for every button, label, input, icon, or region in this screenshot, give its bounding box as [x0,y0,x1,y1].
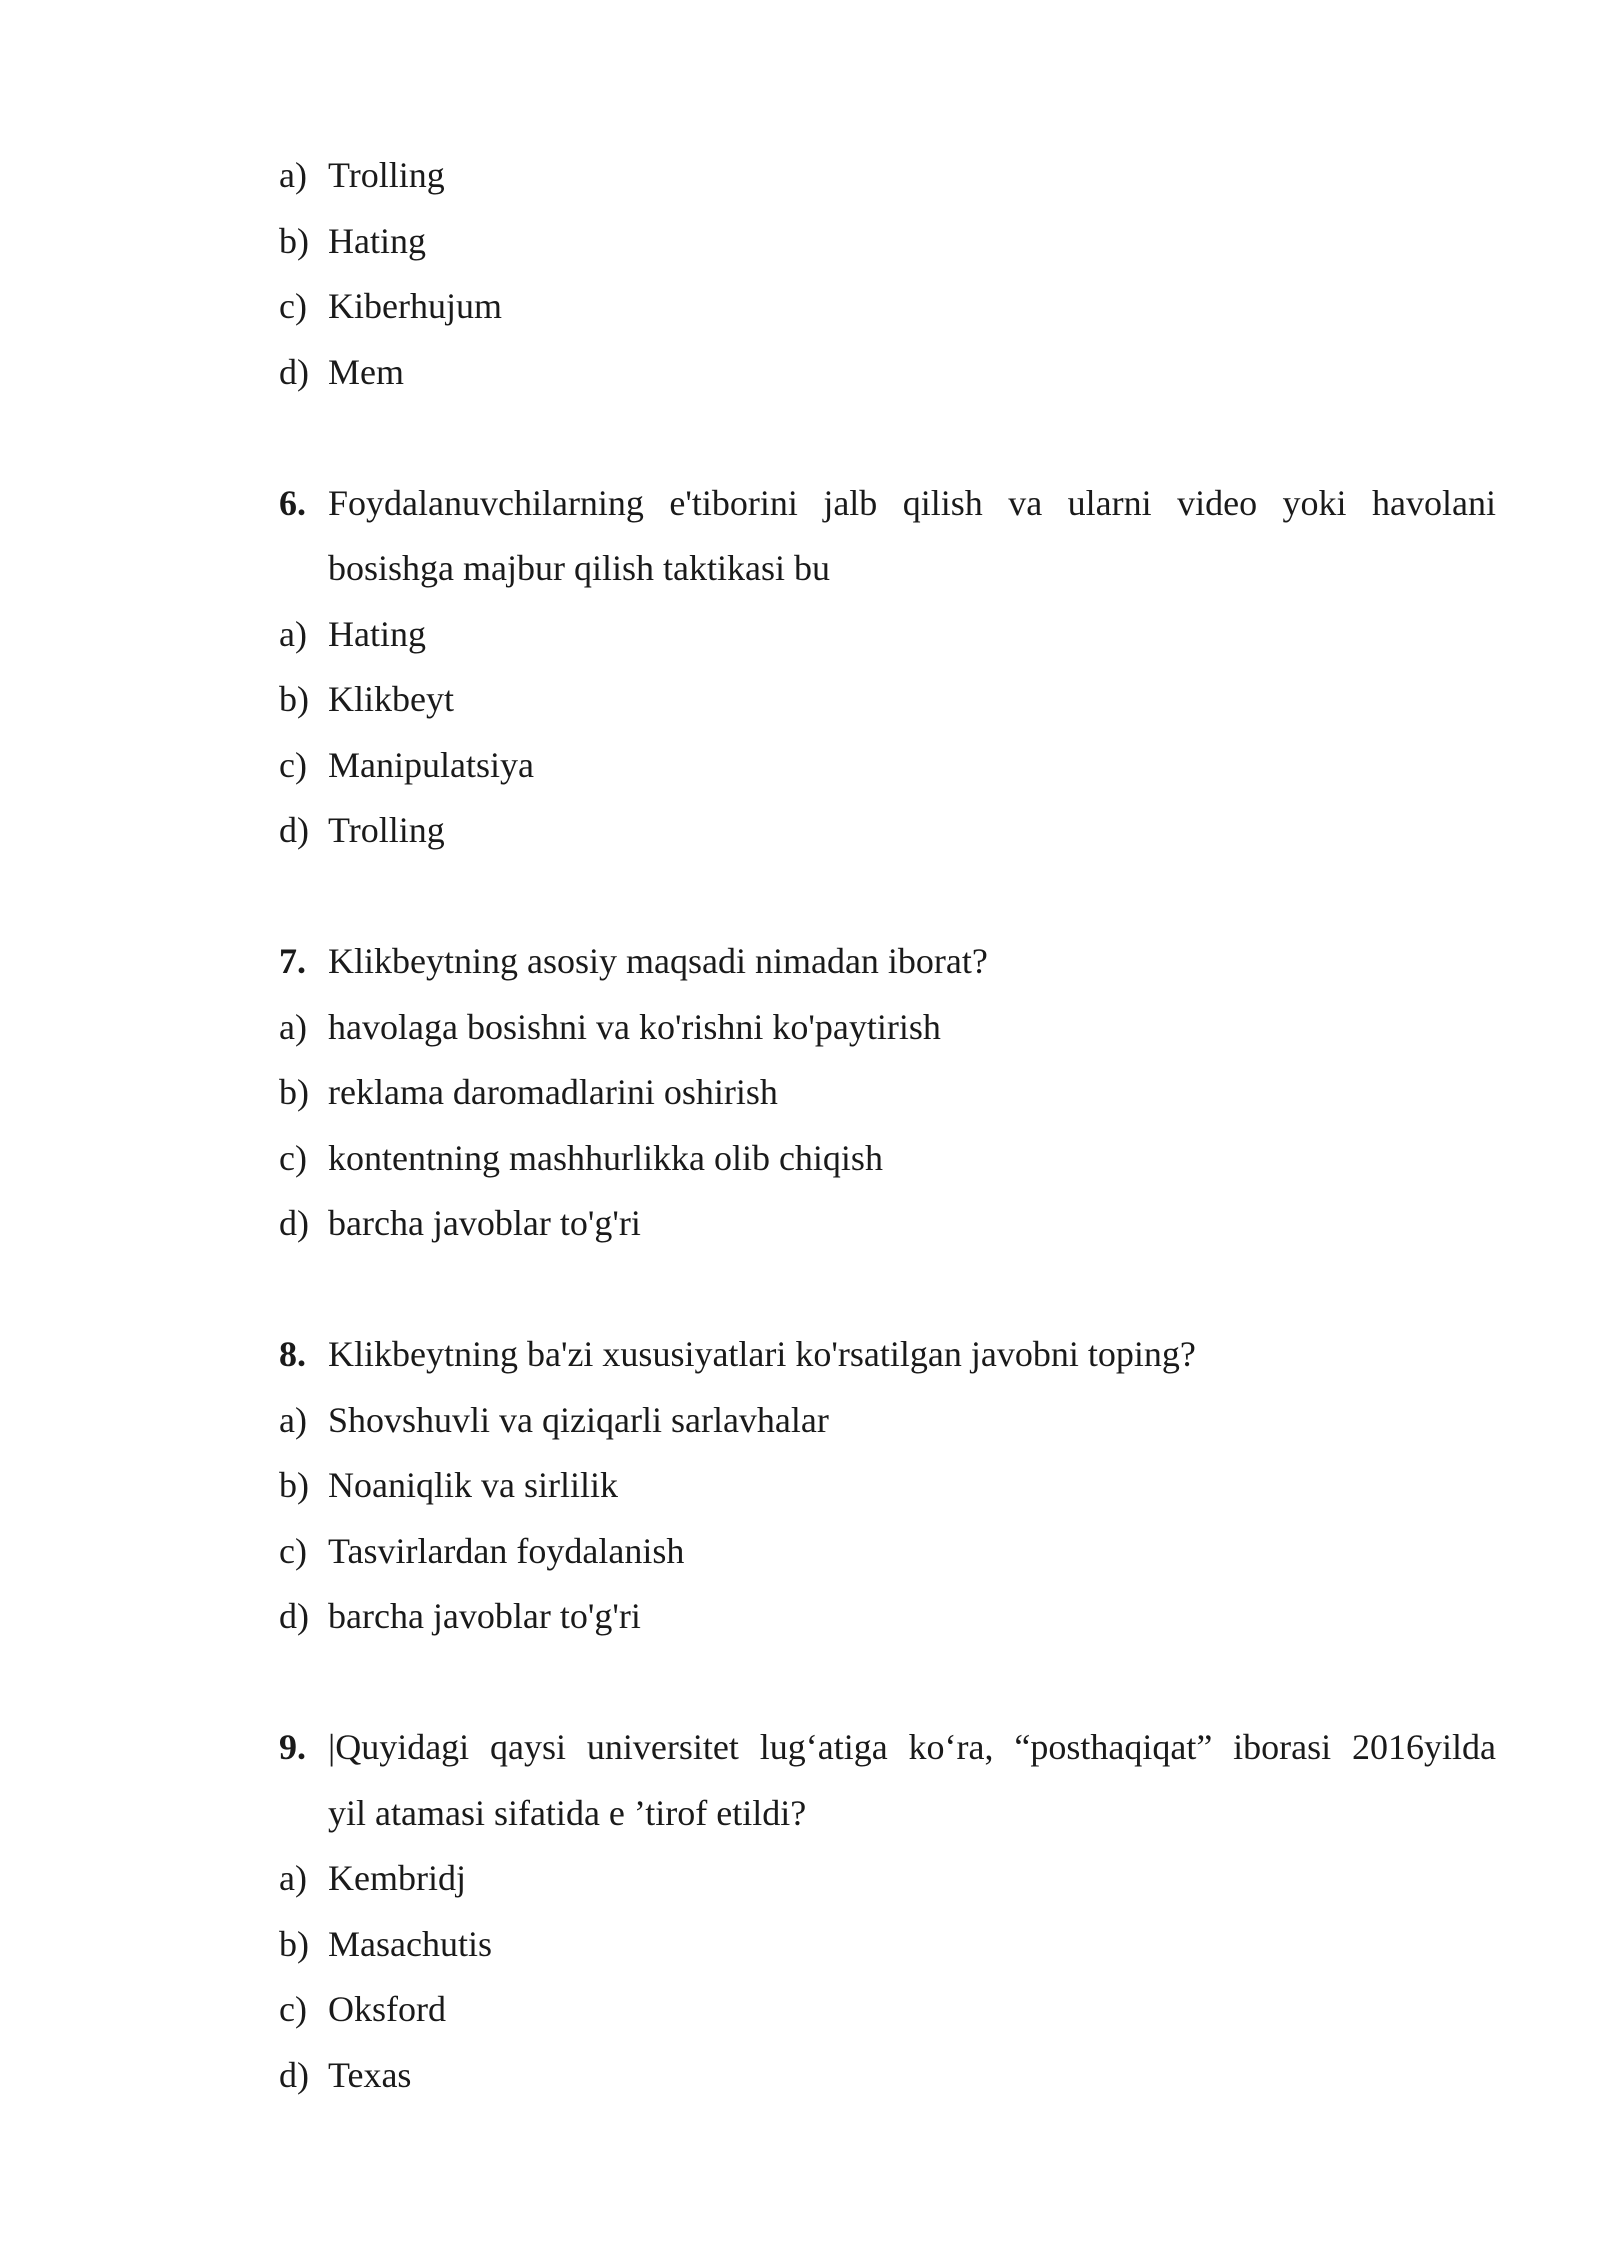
question-number: 8. [279,1334,306,1374]
word: qaysi [490,1727,567,1767]
option [279,611,1496,677]
option-marker: c) [279,1989,307,2029]
option [279,283,1496,349]
word: e'tiborini [669,482,798,523]
word: 2016yilda [1352,1727,1496,1767]
option [279,1069,1496,1135]
option-text: havolaga bosishni va ko'rishni ko'paytirish [328,1006,941,1047]
option-text: kontentning mashhurlikka olib chiqish [328,1137,883,1178]
question-text: Klikbeytning ba'zi xususiyatlari ko'rsatilgan javobni toping? [328,1334,1196,1374]
option-marker: a) [279,613,307,654]
word: jalb [823,482,878,523]
option-text: Trolling [328,810,445,850]
question-8 [279,1331,1496,1659]
continued-options [279,152,1496,414]
question-line [279,545,1496,611]
option-text: Klikbeyt [328,679,454,719]
option-marker: c) [279,744,307,785]
option-marker: a) [279,1399,307,1440]
option [279,1004,1496,1070]
question-text: yil atamasi sifatida e ’tirof etildi? [328,1792,807,1833]
word: va [1008,482,1043,523]
question-7 [279,938,1496,1266]
option [279,676,1496,742]
option [279,152,1496,218]
option-marker: a) [279,155,307,195]
option-text: Texas [328,2054,412,2095]
question-number: 7. [279,941,306,981]
option-text: Hating [328,220,426,261]
word: universitet [586,1727,739,1767]
option-marker: c) [279,1530,307,1571]
question-number: 9. [279,1727,306,1767]
question-line [279,1331,1496,1397]
option-text: barcha javoblar to'g'ri [328,1596,641,1636]
option [279,1397,1496,1463]
option [279,218,1496,284]
option-text: Masachutis [328,1923,492,1964]
option-marker: c) [279,1137,307,1178]
word: ularni [1067,482,1152,523]
option-marker: b) [279,1465,309,1505]
option [279,1593,1496,1659]
option-text: Kembridj [328,1858,466,1898]
option-marker: b) [279,220,309,261]
option [279,1200,1496,1266]
option [279,1135,1496,1201]
word: video [1177,482,1258,523]
word: Foydalanuvchilarning [328,482,644,523]
option-text: Shovshuvli va qiziqarli sarlavhalar [328,1399,829,1440]
word: qilish [902,482,983,523]
word: yoki [1282,482,1347,523]
word: |Quyidagi [328,1727,470,1767]
option-marker: b) [279,679,309,719]
option-text: barcha javoblar to'g'ri [328,1203,641,1243]
question-6 [279,480,1496,873]
option [279,1986,1496,2052]
word: havolani [1372,482,1496,523]
option-marker: b) [279,1072,309,1112]
word: iborasi [1233,1727,1332,1767]
word: ko‘ra, [908,1727,994,1767]
option [279,349,1496,415]
option [279,742,1496,808]
option-text: Oksford [328,1989,446,2029]
question-text [328,480,1496,526]
option-marker: a) [279,1006,307,1047]
option-marker: a) [279,1858,307,1898]
question-line [279,480,1496,546]
option [279,1528,1496,1594]
option [279,1921,1496,1987]
option [279,1855,1496,1921]
option-marker: d) [279,351,309,392]
option-text: Hating [328,613,426,654]
question-text: Klikbeytning asosiy maqsadi nimadan iborat? [328,941,988,981]
question-line [279,1724,1496,1790]
option [279,2052,1496,2118]
option-marker: b) [279,1923,309,1964]
question-text: bosishga majbur qilish taktikasi bu [328,548,830,588]
option-marker: d) [279,2054,309,2095]
option [279,1462,1496,1528]
question-line [279,1790,1496,1856]
word: lug‘atiga [759,1727,888,1767]
word: “posthaqiqat” [1014,1727,1213,1767]
option-marker: c) [279,286,307,326]
option-text: reklama daromadlarini oshirish [328,1072,778,1112]
question-line [279,938,1496,1004]
option-text: Mem [328,351,404,392]
document-page [279,152,1496,2117]
option-text: Manipulatsiya [328,744,534,785]
question-number: 6. [279,482,306,523]
question-9 [279,1724,1496,2117]
option-marker: d) [279,1596,309,1636]
option-marker: d) [279,1203,309,1243]
option-text: Noaniqlik va sirlilik [328,1465,618,1505]
option-marker: d) [279,810,309,850]
option [279,807,1496,873]
option-text: Trolling [328,155,445,195]
option-text: Kiberhujum [328,286,502,326]
option-text: Tasvirlardan foydalanish [328,1530,685,1571]
question-text [328,1724,1496,1770]
